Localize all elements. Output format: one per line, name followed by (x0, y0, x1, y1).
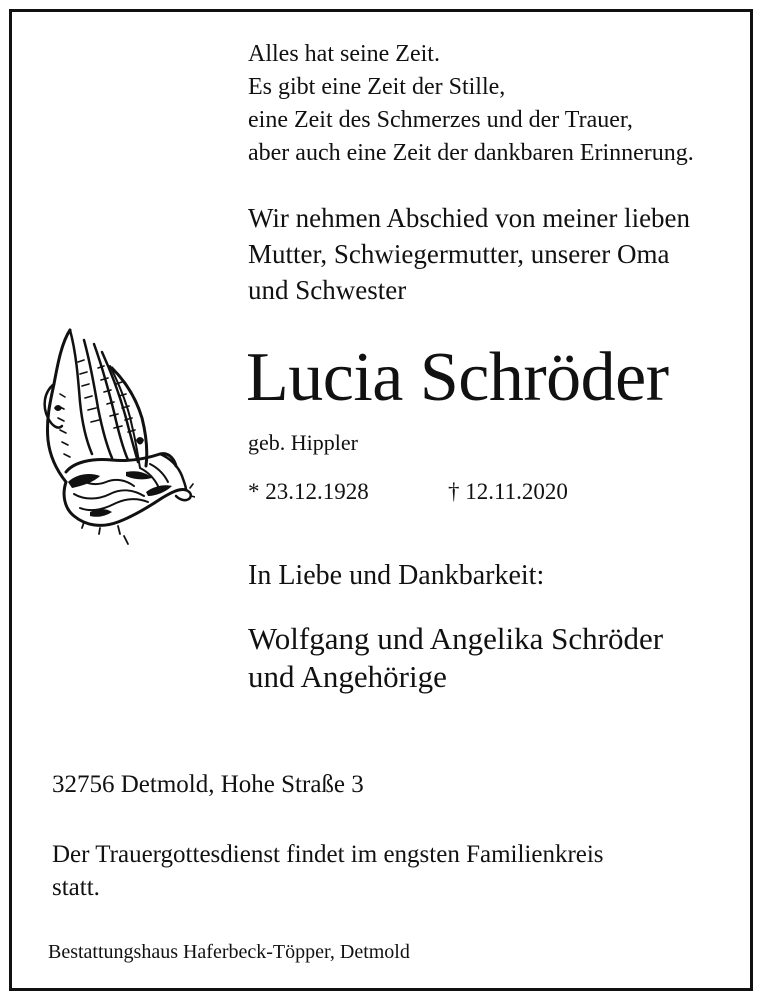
intro-line: Mutter, Schwiegermutter, unserer Oma (248, 239, 670, 269)
service-notice (52, 838, 732, 904)
farewell-intro (248, 200, 743, 308)
poem-line: aber auch eine Zeit der dankbaren Erinnerung. (248, 140, 694, 166)
deceased-name: Lucia Schröder (246, 339, 669, 416)
intro-line: Wir nehmen Abschied von meiner lieben (248, 203, 691, 233)
mourning-address: 32756 Detmold, Hohe Straße 3 (52, 771, 364, 798)
service-line: Der Trauergottesdienst findet im engsten Familienkreis (52, 841, 604, 868)
intro-line: und Schwester (248, 275, 407, 305)
mourners-line: und Angehörige (248, 659, 447, 694)
poem-line: Es gibt eine Zeit der Stille, (248, 74, 506, 100)
poem-verse (248, 38, 743, 170)
poem-line: Alles hat seine Zeit. (248, 41, 440, 67)
death-date: † 12.11.2020 (448, 479, 568, 504)
mourners (248, 620, 743, 696)
funeral-home: Bestattungshaus Haferbeck-Töpper, Detmold (48, 941, 410, 963)
service-line: statt. (52, 874, 100, 901)
maiden-name: geb. Hippler (248, 430, 358, 455)
poem-line: eine Zeit des Schmerzes und der Trauer, (248, 107, 633, 133)
praying-hands-icon (40, 322, 195, 550)
thanks-heading: In Liebe und Dankbarkeit: (248, 560, 545, 591)
birth-date: * 23.12.1928 (248, 479, 369, 504)
mourners-line: Wolfgang und Angelika Schröder (248, 621, 664, 656)
